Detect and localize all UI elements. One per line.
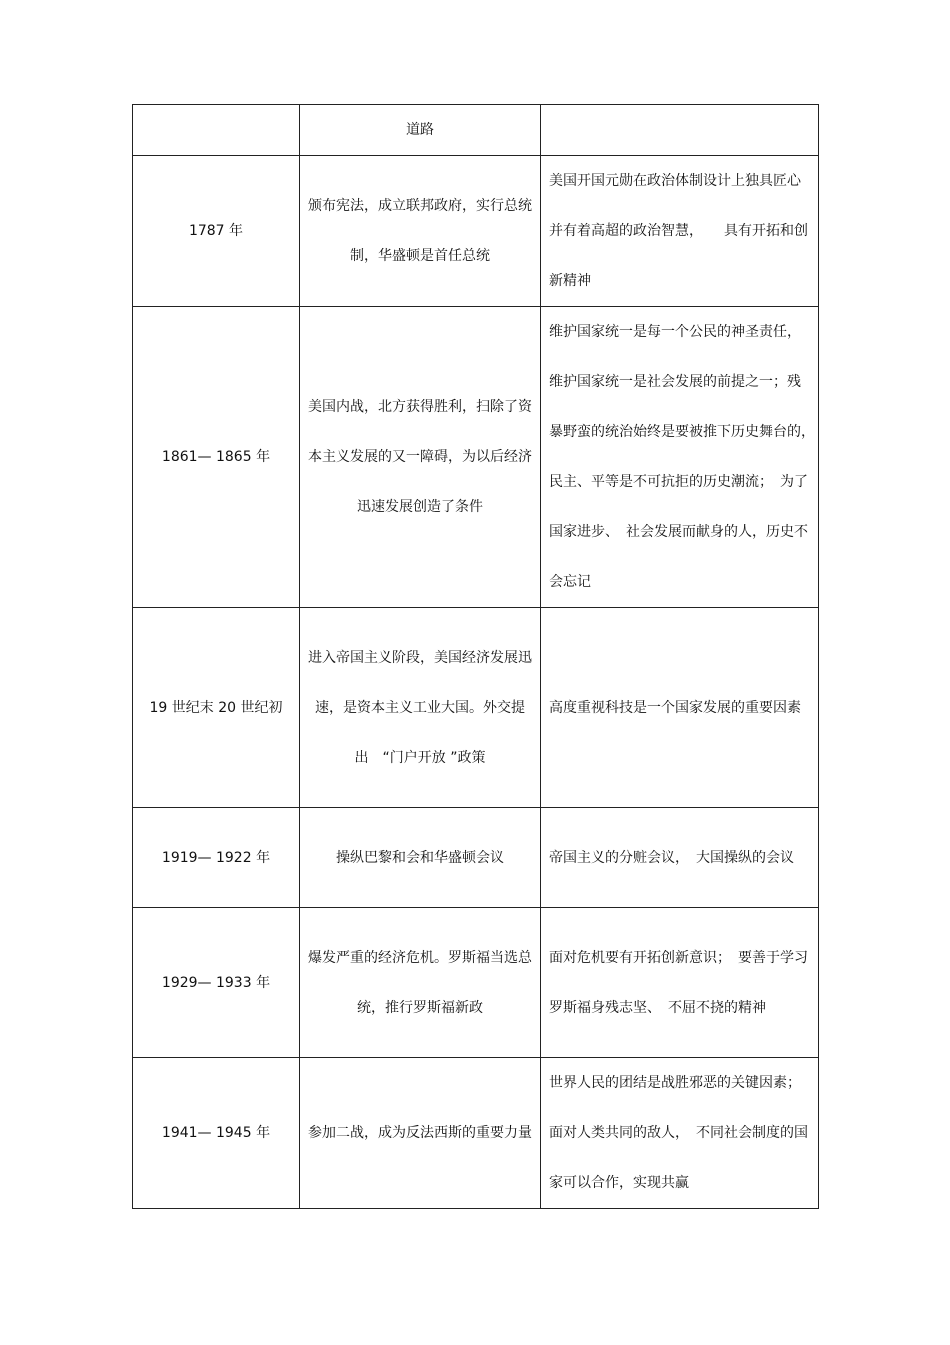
table-row — [133, 156, 819, 307]
history-table — [132, 104, 822, 1209]
meaning-cell: 高度重视科技是一个国家发展的重要因素 — [541, 608, 819, 808]
year-cell: 1787 年 — [133, 156, 300, 307]
header-cell-road: 道路 — [300, 105, 541, 156]
meaning-cell: 世界人民的团结是战胜邪恶的关键因素；面对人类共同的敌人， 不同社会制度的国家可以合作，实现共赢 — [541, 1058, 819, 1209]
table-row — [133, 808, 819, 908]
meaning-cell: 美国开国元勋在政治体制设计上独具匠心并有着高超的政治智慧， 具有开拓和创新精神 — [541, 156, 819, 307]
event-cell: 爆发严重的经济危机。罗斯福当选总统，推行罗斯福新政 — [300, 908, 541, 1058]
year-cell: 1929— 1933 年 — [133, 908, 300, 1058]
event-cell: 参加二战，成为反法西斯的重要力量 — [300, 1058, 541, 1209]
year-cell: 19 世纪末 20 世纪初 — [133, 608, 300, 808]
table-row — [133, 608, 819, 808]
meaning-cell: 面对危机要有开拓创新意识； 要善于学习罗斯福身残志坚、 不屈不挠的精神 — [541, 908, 819, 1058]
table-header-row — [133, 105, 819, 156]
event-cell: 颁布宪法，成立联邦政府，实行总统制，华盛顿是首任总统 — [300, 156, 541, 307]
header-cell-3 — [541, 105, 819, 156]
year-cell: 1941— 1945 年 — [133, 1058, 300, 1209]
table-row — [133, 307, 819, 608]
meaning-cell: 维护国家统一是每一个公民的神圣责任，维护国家统一是社会发展的前提之一；残暴野蛮的统治始终是要被推下历史舞台的， 民主、平等是不可抗拒的历史潮流； 为了国家进步、 社会发展而献身的人，历史不会忘记 — [541, 307, 819, 608]
year-cell: 1919— 1922 年 — [133, 808, 300, 908]
header-cell-1 — [133, 105, 300, 156]
year-cell: 1861— 1865 年 — [133, 307, 300, 608]
meaning-cell: 帝国主义的分赃会议， 大国操纵的会议 — [541, 808, 819, 908]
table-row — [133, 1058, 819, 1209]
table-row — [133, 908, 819, 1058]
event-cell: 进入帝国主义阶段，美国经济发展迅速，是资本主义工业大国。外交提出 “门户开放 ”政策 — [300, 608, 541, 808]
event-cell: 操纵巴黎和会和华盛顿会议 — [300, 808, 541, 908]
event-cell: 美国内战，北方获得胜利，扫除了资本主义发展的又一障碍，为以后经济迅速发展创造了条件 — [300, 307, 541, 608]
